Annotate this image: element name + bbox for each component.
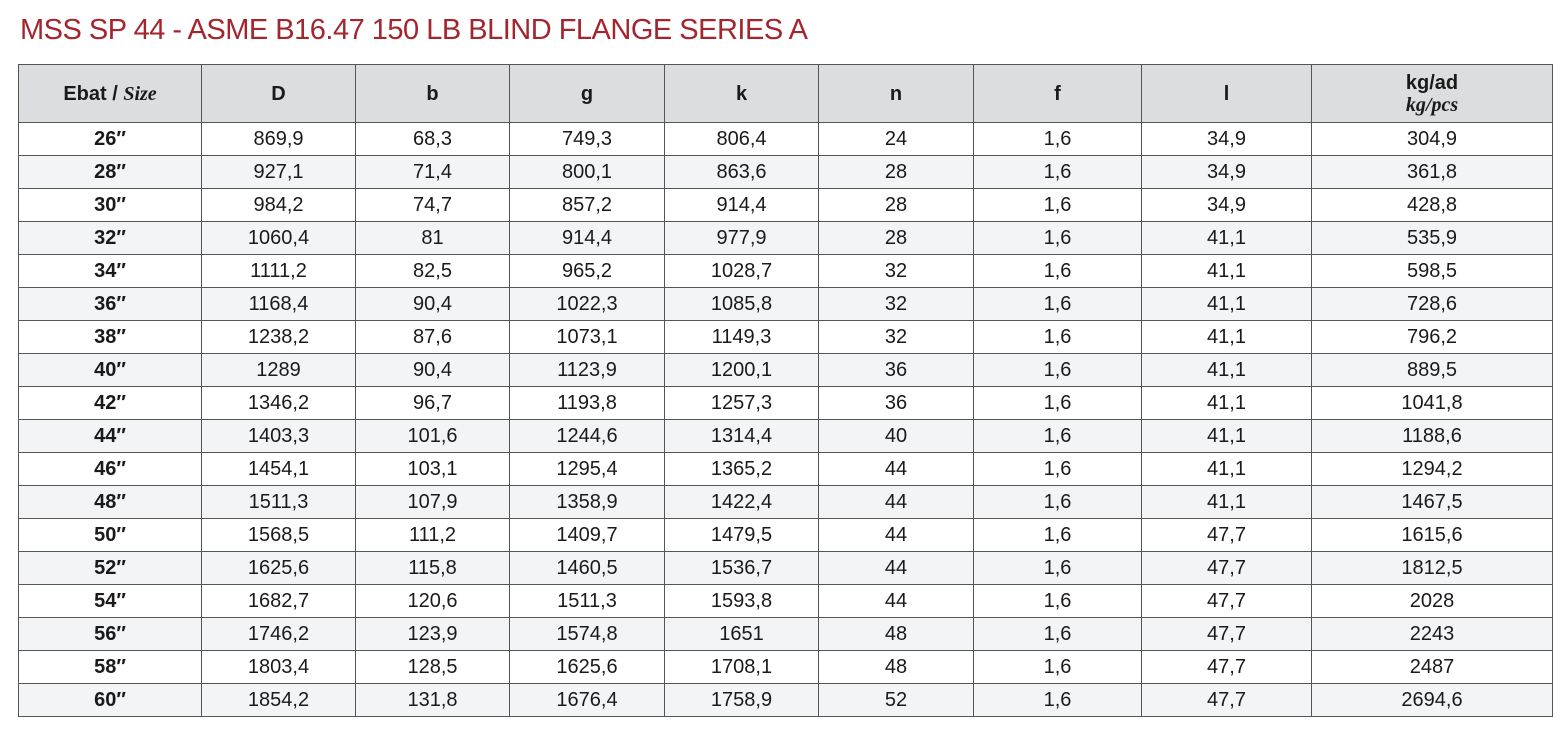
header-weight (1312, 65, 1553, 123)
cell-l: 41,1 (1142, 486, 1312, 519)
table-row (19, 486, 1553, 519)
cell-d: 1346,2 (202, 387, 356, 420)
cell-d: 1168,4 (202, 288, 356, 321)
cell-f: 1,6 (974, 420, 1142, 453)
cell-g: 1676,4 (510, 684, 665, 717)
cell-size: 32″ (19, 222, 202, 255)
cell-k: 977,9 (665, 222, 819, 255)
table-row (19, 156, 1553, 189)
table-row (19, 651, 1553, 684)
cell-d: 927,1 (202, 156, 356, 189)
cell-weight: 2487 (1312, 651, 1553, 684)
cell-weight: 361,8 (1312, 156, 1553, 189)
cell-b: 90,4 (356, 288, 510, 321)
cell-size: 58″ (19, 651, 202, 684)
cell-b: 123,9 (356, 618, 510, 651)
cell-g: 1574,8 (510, 618, 665, 651)
cell-g: 1460,5 (510, 552, 665, 585)
table-row (19, 222, 1553, 255)
table-row (19, 123, 1553, 156)
cell-b: 68,3 (356, 123, 510, 156)
cell-g: 1244,6 (510, 420, 665, 453)
cell-l: 34,9 (1142, 189, 1312, 222)
cell-weight: 889,5 (1312, 354, 1553, 387)
cell-n: 32 (819, 321, 974, 354)
cell-d: 1060,4 (202, 222, 356, 255)
cell-n: 36 (819, 387, 974, 420)
cell-n: 52 (819, 684, 974, 717)
cell-g: 1511,3 (510, 585, 665, 618)
cell-g: 857,2 (510, 189, 665, 222)
cell-d: 1746,2 (202, 618, 356, 651)
header-size-tr: Ebat / (63, 82, 124, 105)
cell-size: 26″ (19, 123, 202, 156)
cell-f: 1,6 (974, 486, 1142, 519)
cell-k: 1651 (665, 618, 819, 651)
cell-weight: 1041,8 (1312, 387, 1553, 420)
cell-f: 1,6 (974, 585, 1142, 618)
cell-size: 60″ (19, 684, 202, 717)
cell-n: 32 (819, 288, 974, 321)
cell-k: 1085,8 (665, 288, 819, 321)
cell-k: 806,4 (665, 123, 819, 156)
table-row (19, 321, 1553, 354)
cell-l: 47,7 (1142, 618, 1312, 651)
cell-b: 101,6 (356, 420, 510, 453)
cell-k: 1028,7 (665, 255, 819, 288)
cell-l: 47,7 (1142, 651, 1312, 684)
cell-size: 42″ (19, 387, 202, 420)
cell-k: 1708,1 (665, 651, 819, 684)
cell-size: 46″ (19, 453, 202, 486)
header-row (19, 65, 1553, 123)
cell-f: 1,6 (974, 684, 1142, 717)
cell-g: 800,1 (510, 156, 665, 189)
cell-b: 82,5 (356, 255, 510, 288)
cell-weight: 728,6 (1312, 288, 1553, 321)
cell-b: 90,4 (356, 354, 510, 387)
cell-size: 56″ (19, 618, 202, 651)
cell-k: 1479,5 (665, 519, 819, 552)
cell-l: 47,7 (1142, 585, 1312, 618)
cell-n: 28 (819, 222, 974, 255)
cell-d: 1454,1 (202, 453, 356, 486)
table-row (19, 255, 1553, 288)
cell-weight: 598,5 (1312, 255, 1553, 288)
cell-size: 48″ (19, 486, 202, 519)
cell-f: 1,6 (974, 255, 1142, 288)
cell-n: 44 (819, 486, 974, 519)
cell-f: 1,6 (974, 552, 1142, 585)
cell-n: 44 (819, 585, 974, 618)
header-d: D (202, 65, 356, 123)
table-row (19, 189, 1553, 222)
cell-weight: 535,9 (1312, 222, 1553, 255)
header-size-en: Size (123, 82, 157, 105)
cell-f: 1,6 (974, 453, 1142, 486)
cell-g: 1022,3 (510, 288, 665, 321)
cell-g: 1409,7 (510, 519, 665, 552)
cell-weight: 304,9 (1312, 123, 1553, 156)
cell-n: 44 (819, 453, 974, 486)
cell-weight: 428,8 (1312, 189, 1553, 222)
cell-d: 1568,5 (202, 519, 356, 552)
cell-n: 48 (819, 651, 974, 684)
header-size (19, 65, 202, 123)
cell-d: 1511,3 (202, 486, 356, 519)
cell-l: 41,1 (1142, 321, 1312, 354)
cell-d: 1803,4 (202, 651, 356, 684)
cell-b: 131,8 (356, 684, 510, 717)
cell-l: 41,1 (1142, 420, 1312, 453)
cell-n: 40 (819, 420, 974, 453)
cell-l: 41,1 (1142, 453, 1312, 486)
cell-k: 1365,2 (665, 453, 819, 486)
cell-weight: 1812,5 (1312, 552, 1553, 585)
cell-g: 1625,6 (510, 651, 665, 684)
cell-g: 1123,9 (510, 354, 665, 387)
cell-b: 87,6 (356, 321, 510, 354)
header-n: n (819, 65, 974, 123)
table-row (19, 387, 1553, 420)
cell-f: 1,6 (974, 354, 1142, 387)
table-row (19, 453, 1553, 486)
cell-d: 1289 (202, 354, 356, 387)
cell-g: 965,2 (510, 255, 665, 288)
cell-size: 44″ (19, 420, 202, 453)
table-row (19, 684, 1553, 717)
cell-k: 1149,3 (665, 321, 819, 354)
cell-l: 41,1 (1142, 387, 1312, 420)
header-f: f (974, 65, 1142, 123)
cell-l: 47,7 (1142, 519, 1312, 552)
cell-l: 34,9 (1142, 123, 1312, 156)
cell-l: 47,7 (1142, 684, 1312, 717)
cell-n: 44 (819, 519, 974, 552)
cell-d: 984,2 (202, 189, 356, 222)
cell-d: 1854,2 (202, 684, 356, 717)
cell-k: 1758,9 (665, 684, 819, 717)
cell-b: 111,2 (356, 519, 510, 552)
cell-l: 41,1 (1142, 222, 1312, 255)
cell-d: 1625,6 (202, 552, 356, 585)
cell-f: 1,6 (974, 156, 1142, 189)
cell-n: 28 (819, 156, 974, 189)
cell-k: 1200,1 (665, 354, 819, 387)
cell-l: 41,1 (1142, 288, 1312, 321)
cell-n: 24 (819, 123, 974, 156)
cell-n: 28 (819, 189, 974, 222)
cell-b: 107,9 (356, 486, 510, 519)
cell-f: 1,6 (974, 189, 1142, 222)
cell-weight: 2243 (1312, 618, 1553, 651)
cell-g: 1073,1 (510, 321, 665, 354)
cell-b: 81 (356, 222, 510, 255)
cell-k: 863,6 (665, 156, 819, 189)
flange-spec-table (18, 64, 1553, 717)
cell-size: 54″ (19, 585, 202, 618)
cell-l: 41,1 (1142, 255, 1312, 288)
cell-d: 1111,2 (202, 255, 356, 288)
cell-f: 1,6 (974, 387, 1142, 420)
table-row (19, 420, 1553, 453)
table-row (19, 552, 1553, 585)
cell-n: 32 (819, 255, 974, 288)
cell-b: 71,4 (356, 156, 510, 189)
table-row (19, 618, 1553, 651)
cell-size: 38″ (19, 321, 202, 354)
cell-size: 28″ (19, 156, 202, 189)
header-b: b (356, 65, 510, 123)
table-row (19, 288, 1553, 321)
table-row (19, 354, 1553, 387)
cell-d: 1238,2 (202, 321, 356, 354)
table-row (19, 585, 1553, 618)
cell-g: 1358,9 (510, 486, 665, 519)
cell-l: 34,9 (1142, 156, 1312, 189)
cell-f: 1,6 (974, 651, 1142, 684)
header-g: g (510, 65, 665, 123)
header-l: l (1142, 65, 1312, 123)
cell-k: 914,4 (665, 189, 819, 222)
cell-weight: 1188,6 (1312, 420, 1553, 453)
cell-size: 34″ (19, 255, 202, 288)
cell-g: 1193,8 (510, 387, 665, 420)
cell-d: 1682,7 (202, 585, 356, 618)
cell-k: 1422,4 (665, 486, 819, 519)
cell-f: 1,6 (974, 288, 1142, 321)
cell-n: 48 (819, 618, 974, 651)
page-title: MSS SP 44 - ASME B16.47 150 LB BLIND FLANGE SERIES A (20, 14, 808, 46)
cell-weight: 2694,6 (1312, 684, 1553, 717)
cell-b: 120,6 (356, 585, 510, 618)
cell-d: 1403,3 (202, 420, 356, 453)
cell-f: 1,6 (974, 321, 1142, 354)
header-k: k (665, 65, 819, 123)
cell-g: 749,3 (510, 123, 665, 156)
cell-n: 36 (819, 354, 974, 387)
cell-f: 1,6 (974, 123, 1142, 156)
cell-l: 41,1 (1142, 354, 1312, 387)
cell-f: 1,6 (974, 519, 1142, 552)
cell-k: 1314,4 (665, 420, 819, 453)
cell-k: 1593,8 (665, 585, 819, 618)
cell-weight: 1615,6 (1312, 519, 1553, 552)
cell-weight: 796,2 (1312, 321, 1553, 354)
cell-g: 914,4 (510, 222, 665, 255)
cell-size: 50″ (19, 519, 202, 552)
cell-b: 128,5 (356, 651, 510, 684)
cell-weight: 1294,2 (1312, 453, 1553, 486)
cell-weight: 1467,5 (1312, 486, 1553, 519)
table-row (19, 519, 1553, 552)
cell-b: 96,7 (356, 387, 510, 420)
cell-size: 36″ (19, 288, 202, 321)
header-weight-en: kg/pcs (1405, 93, 1459, 116)
header-weight-tr: kg/ad (1405, 71, 1459, 94)
cell-b: 74,7 (356, 189, 510, 222)
cell-f: 1,6 (974, 618, 1142, 651)
cell-size: 52″ (19, 552, 202, 585)
cell-k: 1257,3 (665, 387, 819, 420)
cell-n: 44 (819, 552, 974, 585)
cell-f: 1,6 (974, 222, 1142, 255)
cell-size: 40″ (19, 354, 202, 387)
cell-b: 103,1 (356, 453, 510, 486)
cell-weight: 2028 (1312, 585, 1553, 618)
cell-d: 869,9 (202, 123, 356, 156)
cell-k: 1536,7 (665, 552, 819, 585)
cell-b: 115,8 (356, 552, 510, 585)
cell-g: 1295,4 (510, 453, 665, 486)
cell-size: 30″ (19, 189, 202, 222)
cell-l: 47,7 (1142, 552, 1312, 585)
